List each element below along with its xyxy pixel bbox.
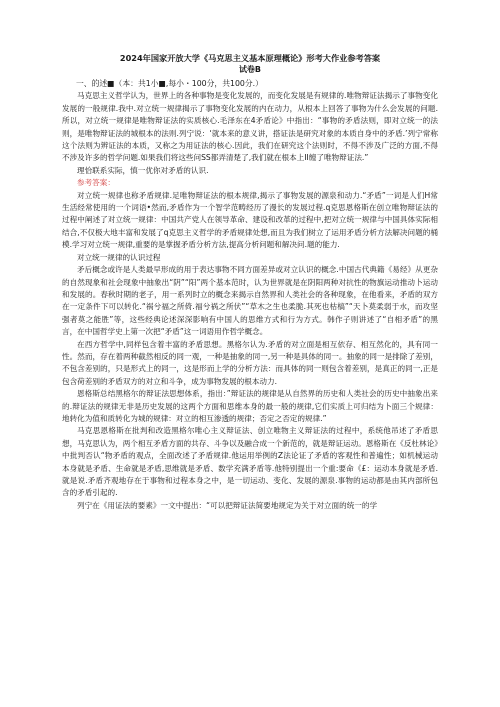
- section-heading: 一、的述■（本：共1小■,每小・100分，共100分.）: [76, 79, 263, 88]
- body-paragraph: 列宁在《用证法的要素》一文中提出：“可以把辩证法简要地规定为关于对立面的统一的学: [77, 500, 378, 510]
- document-subtitle: 试卷B: [238, 65, 262, 74]
- body-paragraph: 恩格斯总结黑格尔的辩证法思想体系，指出：”辩证法的规律是从自然界的历史和人类社会的历史中抽象出来的.辩证法的规律无非是历史发展的这两个方面和思维本身的最一般的规律,它们实质上可归结为卜面三个规律：地转化为值和质转化为城的规律：对立的相互渗透的规律；否定之否定的规律.”: [62, 389, 438, 423]
- body-paragraph: 矛后概念或许是人类最早形成的用于表达事物不同方面差异或对立认识的概念.中国古代典籍《易经》从更杂的自然现象和社会现象中抽象出“阴”“阳”两个基本范时，认为世界就是在阴阳两种对抗性的物旗运动推动卜运动和发展的。春秋时期的老子，用一系列时立的概念来揭示自然界和人类社会的各种现象，在他看来，矛盾的双方在一定条件下可以转化.“祸兮福之所倚.福兮祸之所伏”“草木之生也柔脆.其死也枯槁”“天卜莫柔弱于水，而攻坚强者莫之能胜”等，这些经典论述深深影响有中国人的思维方式和行为方式。韩作子则讲述了“自相矛盾”的黑言，在中国哲学史上第一次把“矛盾”这一词语用作哲学概念。: [62, 265, 438, 337]
- question-prompt: 理恰联系实际，慎一优你对矛盾的认识.: [77, 165, 209, 175]
- subsection-heading: 对立统一规律的认识过程: [77, 252, 161, 262]
- document-title: 2024年国家开放大学《马克思主义基本原理概论》形考大作业参考答案: [119, 53, 381, 63]
- answer-label: 参考答案：: [77, 178, 115, 188]
- body-paragraph: 对立统一规律也称矛盾规律.足唯物辩证法的根本规律,揭示了事物发展的源泉和动力.“矛盾”一词是人们H常生活经常使用的一个词语•然而,矛盾作为一个智学范畴经历了漫长的发展过程.q克思恩格斯在创立唯物辩证法的过程中阐述了对立统一规律：中国共产党人在领导革命、建设和改革的过程中,把对立统一规律与中国具体实际相结合,不仅极大地丰富和发展了q克思主义哲学的矛盾规律处想,而且为我们树立了运用矛盾分析方法解决问题的桶模.学习对立统一规律,重要的是掌握矛盾分析方法,提高分析问题和解决问.题的能力.: [62, 190, 438, 250]
- body-paragraph: 在西方哲学中,同样包含着丰富的矛盾思想。黑格尔认为.矛盾的对立面是相互依存、相互然化的，具有同一性。然而，存在着两种截然相反的同一观，一种是抽象的同一,另一种是具体的同一。抽象的同一是排除了差别，不包含差别的，只是形式上的同一，这是形而上学的分析方法：而具体的同一则包含着差别，是真正的同一,正是包含荷差别的矛盾双方的对立和斗争，成为事物发展的根本动力.: [62, 339, 438, 386]
- body-paragraph: 马克思恩格斯在批判和改造黑格尔唯心主义辩证法、创立唯物主义辩证法的过程中，系统他吊述了矛盾思想，马克思认为，两个相互矛盾方面的共存、斗争以及融合成一个新范的，就是辩证运动。恩格斯在《反杜林论》中批判否认“物矛盾的观点，全面改述了矛盾规律.他运用举例的Z法论证了矛盾的客观性和普遍性；如机械运动本身就是矛盾、生命就是矛盾,思维就是矛盾、数学充满矛盾等.他特别提出一个重:要命《£：运动本身就是矛盾.就是说.矛盾齐观地存在于事物和过程本身之中，是一切运动、变化、发展的源泉.事物的运动都是由其内部所包含的矛盾引起的.: [62, 426, 438, 498]
- body-paragraph: 马克思主义哲学认为，世界上的各种事物是变化发展的，而变化发展是有规律的.唯物辩证法揭示了事物变化发展的一般规律.我中.对立统一规律揭示了事物变化发展的内在动力，从根本上回答了事物为什么会发展的问题.所以，对立统一规律是唯物辩证法的实质核心.毛泽东在4矛盾论》中指出：“事物的矛盾法则，即对立统一的法则，是唯物辩证法的城根本的法则.列宁说：‘就本来的意义讲，搭证法是研究对象的本质自身中的矛盾.’列宁常称这个法则为辨证法的本质，又称之为用证法的核心.因此，我们在研究这个法则时，不得不涉及广泛的方面,不得不涉及许多的哲学问题.如果我们将这些问SS都弄清楚了,我们就在根本上II缠了唯物辩证法.”: [62, 91, 438, 163]
